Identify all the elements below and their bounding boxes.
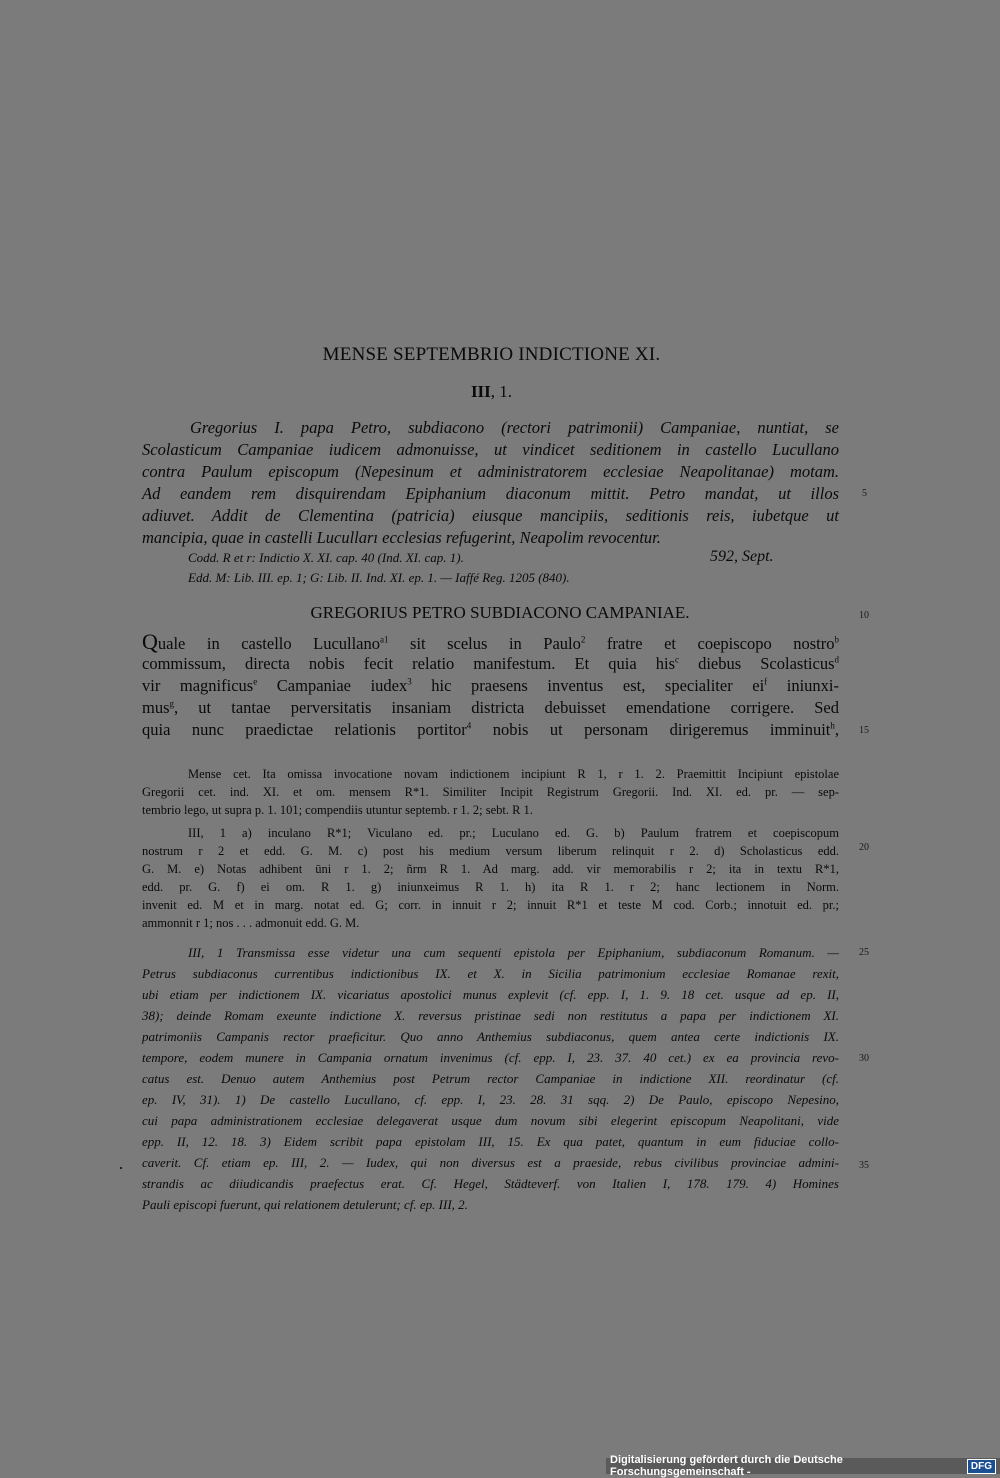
line-number: 25	[859, 947, 869, 958]
summary-line: Scolasticum Campaniae iudicem admonuisse, ut vindicet seditionem in castello Lucullano	[142, 440, 839, 459]
body-line-5: quia nunc praedictae relationis portitor$^4$ nobis ut personam dirigeremus imminuit$^h$,	[142, 720, 839, 739]
footnote-line: ammonnit r 1; nos . . . admonuit edd. G. M.	[142, 916, 360, 930]
line-number: 5	[862, 488, 867, 499]
footnote-line: G. M. e) Notas adhibent ūni r 1. 2; ñrm R 1. Ad marg. add. vir memorabilis r 2; ita in textu R*1,	[142, 862, 839, 876]
codd-line: Codd. R et r: Indictio X. XI. cap. 40 (Ind. XI. cap. 1).	[188, 550, 464, 565]
footnote-line: invenit ed. M et in marg. notat ed. G; corr. in innuit r 2; innuit R*1 et teste M cod. Corb.; innotuit ed. pr.;	[142, 898, 839, 912]
letter-number	[0, 382, 983, 402]
date-line: 592, Sept.	[710, 548, 774, 565]
footnote-line: III, 1 a) inculano R*1; Viculano ed. pr.; Luculano ed. G. b) Paulum fratrem et coepiscopum	[188, 826, 839, 840]
commentary-line: caverit. Cf. etiam ep. III, 2. — Iudex, qui non diversus est a praeside, rebus civilibus provinciae admini-	[142, 1155, 839, 1170]
commentary-line: III, 1 Transmissa esse videtur una cum sequenti epistola per Epiphanium, subdiaconum Romanum. —	[188, 945, 839, 960]
commentary-line: Petrus subdiaconus currentibus indictionibus IX. et X. in Sicilia patrimonium ecclesiae Romanae rexit,	[142, 966, 839, 981]
body-line-4: mus$^g$, ut tantae perversitatis insaniam districta debuisset emendatione corrigere. Sed	[142, 698, 839, 717]
summary-line: mancipia, quae in castelli Luculları ecclesias refugerint, Neapolim revocentur.	[142, 528, 661, 547]
scan-speck	[120, 1167, 122, 1169]
dfg-logo: DFG	[967, 1459, 996, 1474]
edd-line: Edd. M: Lib. III. ep. 1; G: Lib. II. Ind. XI. ep. 1. — Iaffé Reg. 1205 (840).	[188, 570, 570, 585]
summary-line: Ad eandem rem disquirendam Epiphanium diaconum mittit. Petro mandat, ut illos	[142, 484, 839, 503]
commentary-line: strandis ac diiudicandis praefectus erat. Cf. Hegel, Städteverf. von Italien I, 178. 179. 4) Homines	[142, 1176, 839, 1191]
commentary-line: 38); deinde Romam exeunte indictione X. reversus pristinae sedi non restitutus a papa per indictionem XI.	[142, 1008, 839, 1023]
initial-letter: Q	[142, 629, 158, 654]
footnote-line: Mense cet. Ita omissa invocatione novam indictionem incipiunt R 1, r 1. 2. Praemittit Incipiunt epistolae	[188, 767, 839, 781]
address-title: GREGORIUS PETRO SUBDIACONO CAMPANIAE.	[310, 603, 690, 622]
commentary-line: ubi etiam per indictionem IX. vicariatus apostolici munus explevit (cf. epp. I, 1. 9. 18 cet. usque ad ep. II,	[142, 987, 839, 1002]
line-number: 30	[859, 1053, 869, 1064]
commentary-line: patrimoniis Campanis rector praeficitur. Quo anno Anthemius subdiaconus, quem antea certe indictionis IX.	[142, 1029, 839, 1044]
footnote-line: edd. pr. G. f) ei om. R 1. g) iniunxeimus R 1. h) ita R 1. r 2; hanc lectionem in Norm.	[142, 880, 839, 894]
body-line-1	[142, 631, 839, 655]
summary-line: contra Paulum episcopum (Nepesinum et administratorem ecclesiae Neapolitanae) motam.	[142, 462, 839, 481]
footnote-line: nostrum r 2 et edd. G. M. c) post his medium versum liberum relinquit r 2. d) Scholasticus edd.	[142, 844, 839, 858]
letter-number-bold: III	[470, 382, 491, 401]
commentary-line: catus est. Denuo autem Anthemius post Petrum rector Campaniae in indictione XII. reordinatur (cf.	[142, 1071, 839, 1086]
letter-number-rest: , 1.	[490, 382, 513, 401]
body-line-text: uale in castello Lucullano$^{a1}$ sit scelus in Paulo$^2$ fratre et coepiscopo nostro$^b$	[157, 634, 839, 653]
commentary-line: tempore, eodem munere in Campania ornatum invenimus (cf. epp. I, 23. 37. 40 cet.) ex ea provincia revo-	[142, 1050, 839, 1065]
line-number: 20	[859, 842, 869, 853]
line-number: 15	[859, 725, 869, 736]
footer-attribution	[606, 1454, 1000, 1478]
body-line-3: vir magnificus$^e$ Campaniae iudex$^3$ hic praesens inventus est, specialiter $ei^f$ iniunxi-	[142, 676, 839, 695]
body-line-2: commissum, directa nobis fecit relatio manifestum. Et quia his$^c$ diebus Scolasticus$^d$	[142, 654, 839, 673]
month-title: MENSE SEPTEMBRIO INDICTIONE XI.	[322, 344, 661, 365]
summary-line: Gregorius I. papa Petro, subdiacono (rectori patrimonii) Campaniae, nuntiat, se	[190, 418, 839, 437]
commentary-line: ep. IV, 31). 1) De castello Lucullano, cf. epp. I, 23. 28. 31 sqq. 2) De Paulo, episcopo Nepesino,	[142, 1092, 839, 1107]
footnote-line: Gregorii cet. ind. XI. et om. mensem R*1. Similiter Incipit Registrum Gregorii. Ind. XI. ed. pr. — sep-	[142, 785, 839, 799]
footer-text: Digitalisierung gefördert durch die Deutsche Forschungsgemeinschaft -	[610, 1454, 843, 1478]
commentary-line: epp. II, 12. 18. 3) Eidem scribit papa epistolam III, 15. Ex qua patet, quantum in eum fiduciae collo-	[142, 1134, 839, 1149]
line-number: 35	[859, 1160, 869, 1171]
footnote-line: tembrio lego, ut supra p. 1. 101; compendiis utuntur septemb. r 1. 2; sebt. R 1.	[142, 803, 533, 817]
summary-line: adiuvet. Addit de Clementina (patricia) eiusque mancipiis, seditionis reis, iubetque ut	[142, 506, 839, 525]
commentary-line: cui papa administrationem ecclesiae delegaverat usque dum novum sibi elegerint episcopum Neapolitani, vide	[142, 1113, 839, 1128]
line-number: 10	[859, 610, 869, 621]
commentary-line: Pauli episcopi fuerunt, qui relationem detulerunt; cf. ep. III, 2.	[142, 1197, 468, 1212]
